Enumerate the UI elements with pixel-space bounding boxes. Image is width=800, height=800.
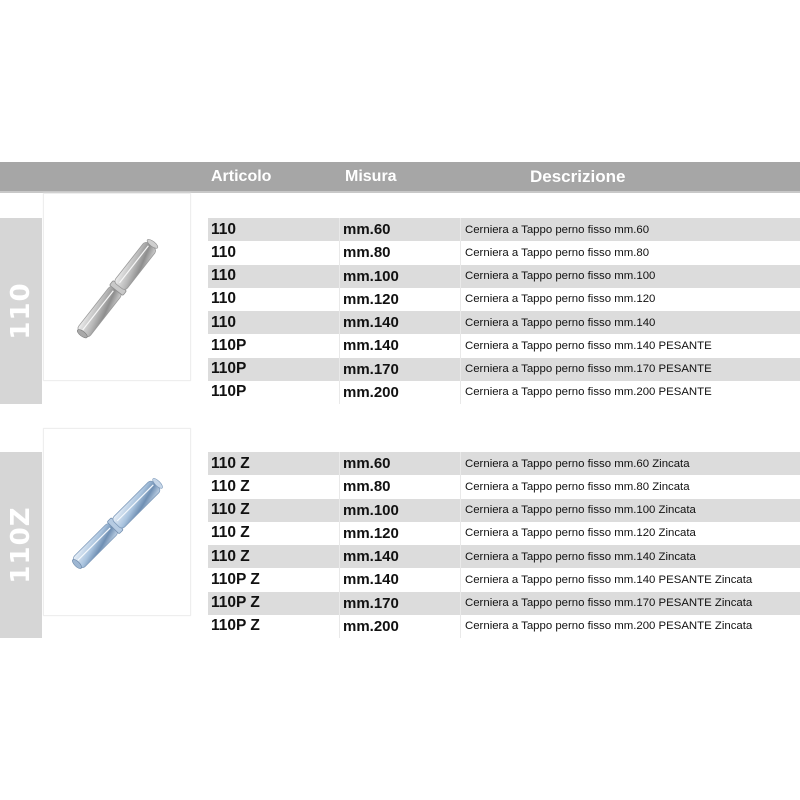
descrizione-cell: Cerniera a Tappo perno fisso mm.60 Zincata bbox=[465, 457, 690, 470]
articolo-cell: 110 bbox=[208, 241, 340, 264]
table-row bbox=[208, 475, 800, 498]
table-row bbox=[208, 545, 800, 568]
descrizione-cell: Cerniera a Tappo perno fisso mm.200 PESANTE bbox=[465, 386, 712, 399]
descrizione-cell: Cerniera a Tappo perno fisso mm.140 PESANTE bbox=[465, 339, 712, 352]
descrizione-cell: Cerniera a Tappo perno fisso mm.120 Zincata bbox=[465, 527, 696, 540]
product-table-110z bbox=[208, 452, 800, 638]
table-row bbox=[208, 452, 800, 475]
descrizione-cell: Cerniera a Tappo perno fisso mm.170 PESANTE bbox=[465, 363, 712, 376]
descrizione-cell: Cerniera a Tappo perno fisso mm.140 bbox=[465, 316, 656, 329]
table-row bbox=[208, 241, 800, 264]
table-header-bar bbox=[0, 162, 800, 193]
misura-cell: mm.80 bbox=[340, 475, 461, 498]
descrizione-cell: Cerniera a Tappo perno fisso mm.80 Zincata bbox=[465, 480, 690, 493]
section-band-110z bbox=[0, 452, 42, 638]
misura-cell: mm.170 bbox=[340, 358, 461, 381]
section-label: 110 bbox=[6, 282, 36, 340]
misura-cell: mm.120 bbox=[340, 288, 461, 311]
misura-cell: mm.60 bbox=[340, 452, 461, 475]
misura-cell: mm.170 bbox=[340, 592, 461, 615]
misura-cell: mm.140 bbox=[340, 568, 461, 591]
articolo-cell: 110 bbox=[208, 265, 340, 288]
hinge-zinc-image bbox=[44, 429, 192, 617]
section-label: 110Z bbox=[6, 506, 36, 584]
hinge-steel-image bbox=[44, 194, 192, 382]
articolo-cell: 110 Z bbox=[208, 522, 340, 545]
descrizione-cell: Cerniera a Tappo perno fisso mm.100 Zincata bbox=[465, 504, 696, 517]
articolo-cell: 110P Z bbox=[208, 615, 340, 638]
table-row bbox=[208, 265, 800, 288]
table-row bbox=[208, 615, 800, 638]
descrizione-cell: Cerniera a Tappo perno fisso mm.60 bbox=[465, 223, 650, 236]
articolo-cell: 110 Z bbox=[208, 475, 340, 498]
articolo-cell: 110 bbox=[208, 288, 340, 311]
articolo-cell: 110P bbox=[208, 334, 340, 357]
table-row bbox=[208, 311, 800, 334]
table-row bbox=[208, 499, 800, 522]
misura-cell: mm.60 bbox=[340, 218, 461, 241]
table-row bbox=[208, 381, 800, 404]
descrizione-cell: Cerniera a Tappo perno fisso mm.170 PESANTE Zincata bbox=[465, 597, 753, 610]
articolo-cell: 110 Z bbox=[208, 499, 340, 522]
table-row bbox=[208, 568, 800, 591]
table-row bbox=[208, 358, 800, 381]
product-image-box-110 bbox=[43, 193, 191, 381]
product-table-110 bbox=[208, 218, 800, 404]
table-row bbox=[208, 522, 800, 545]
misura-cell: mm.200 bbox=[340, 615, 461, 638]
articolo-cell: 110P Z bbox=[208, 568, 340, 591]
misura-cell: mm.80 bbox=[340, 241, 461, 264]
descrizione-cell: Cerniera a Tappo perno fisso mm.80 bbox=[465, 246, 650, 259]
misura-cell: mm.120 bbox=[340, 522, 461, 545]
descrizione-cell: Cerniera a Tappo perno fisso mm.100 bbox=[465, 270, 656, 283]
column-header-misura: Misura bbox=[345, 168, 397, 185]
descrizione-cell: Cerniera a Tappo perno fisso mm.120 bbox=[465, 293, 656, 306]
misura-cell: mm.140 bbox=[340, 311, 461, 334]
product-image-box-110z bbox=[43, 428, 191, 616]
descrizione-cell: Cerniera a Tappo perno fisso mm.140 Zincata bbox=[465, 550, 696, 563]
articolo-cell: 110P bbox=[208, 381, 340, 404]
articolo-cell: 110 Z bbox=[208, 545, 340, 568]
table-row bbox=[208, 592, 800, 615]
table-row bbox=[208, 218, 800, 241]
descrizione-cell: Cerniera a Tappo perno fisso mm.140 PESANTE Zincata bbox=[465, 573, 753, 586]
table-row bbox=[208, 334, 800, 357]
column-header-descrizione: Descrizione bbox=[530, 167, 626, 186]
section-band-110 bbox=[0, 218, 42, 404]
articolo-cell: 110P Z bbox=[208, 592, 340, 615]
articolo-cell: 110P bbox=[208, 358, 340, 381]
descrizione-cell: Cerniera a Tappo perno fisso mm.200 PESANTE Zincata bbox=[465, 620, 753, 633]
table-row bbox=[208, 288, 800, 311]
articolo-cell: 110 Z bbox=[208, 452, 340, 475]
misura-cell: mm.100 bbox=[340, 499, 461, 522]
misura-cell: mm.100 bbox=[340, 265, 461, 288]
misura-cell: mm.200 bbox=[340, 381, 461, 404]
articolo-cell: 110 bbox=[208, 311, 340, 334]
articolo-cell: 110 bbox=[208, 218, 340, 241]
misura-cell: mm.140 bbox=[340, 334, 461, 357]
misura-cell: mm.140 bbox=[340, 545, 461, 568]
column-header-articolo: Articolo bbox=[211, 168, 272, 185]
